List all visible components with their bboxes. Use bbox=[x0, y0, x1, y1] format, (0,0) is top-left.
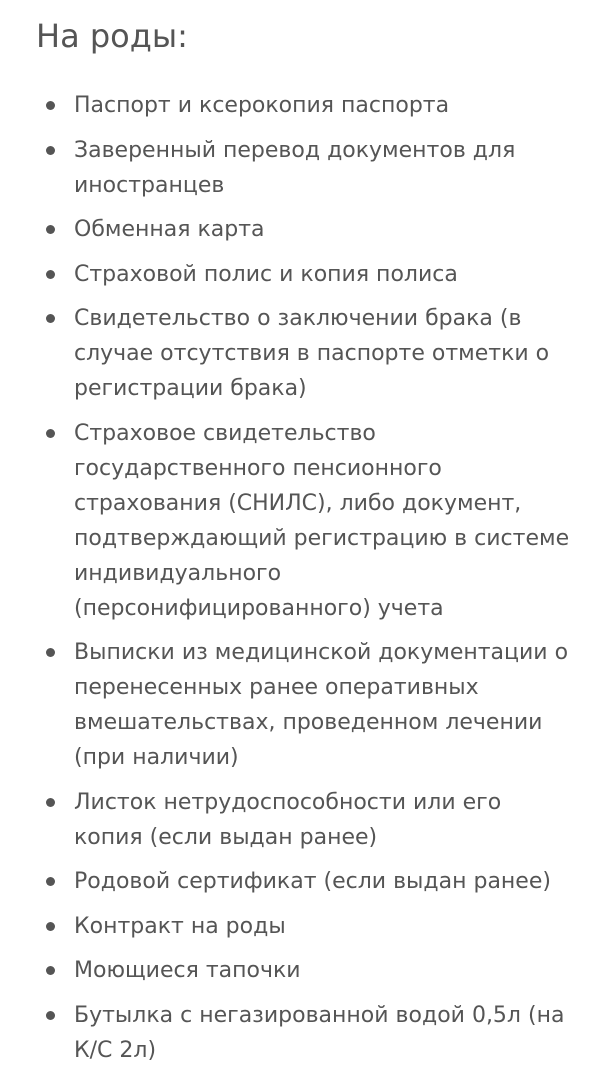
document-list bbox=[0, 88, 600, 1067]
list-item-text: Обменная карта bbox=[74, 217, 265, 242]
page-title: На роды: bbox=[36, 17, 188, 55]
list-item-text: Выписки из медицинской документации о перенесенных ранее оперативных вмешательствах, проведенном лечении (при наличии) bbox=[74, 640, 569, 770]
list-item-text: Родовой сертификат (если выдан ранее) bbox=[74, 869, 551, 894]
list-item-text: Контракт на роды bbox=[74, 913, 286, 939]
list-item bbox=[0, 998, 600, 1067]
bullet-icon bbox=[46, 101, 55, 110]
list-item-text: Моющиеся тапочки bbox=[74, 958, 301, 983]
list-item-text: Свидетельство о заключении брака (в случае отсутствия в паспорте отметки о регистрации брака) bbox=[74, 306, 550, 401]
list-item bbox=[0, 301, 600, 406]
bullet-icon bbox=[46, 146, 55, 155]
list-item bbox=[0, 909, 600, 944]
list-item bbox=[0, 212, 600, 247]
list-item bbox=[0, 257, 600, 292]
list-item bbox=[0, 88, 600, 123]
list-item-text: Листок нетрудоспособности или его копия (если выдан ранее) bbox=[74, 789, 502, 850]
list-item-text: Страховое свидетельство государственного пенсионного страхования (СНИЛС), либо документ, подтверждающий регистрацию в системе индивидуального (персонифицированного) учета bbox=[74, 420, 570, 621]
bullet-icon bbox=[46, 1011, 55, 1020]
bullet-icon bbox=[46, 314, 55, 323]
bullet-icon bbox=[46, 225, 55, 234]
bullet-icon bbox=[46, 966, 55, 975]
bullet-icon bbox=[46, 922, 55, 931]
bullet-icon bbox=[46, 648, 55, 657]
bullet-icon bbox=[46, 877, 55, 886]
list-item bbox=[0, 785, 600, 855]
list-item-text: Бутылка с негазированной водой 0,5л (на К/С 2л) bbox=[74, 1002, 565, 1063]
list-item bbox=[0, 133, 600, 203]
list-item bbox=[0, 953, 600, 988]
list-item-text: Паспорт и ксерокопия паспорта bbox=[74, 93, 450, 118]
list-item-text: Страховой полис и копия полиса bbox=[74, 261, 458, 287]
bullet-icon bbox=[46, 798, 55, 807]
list-item bbox=[0, 416, 600, 626]
bullet-icon bbox=[46, 270, 55, 279]
list-item-text: Заверенный перевод документов для иностранцев bbox=[74, 137, 516, 198]
bullet-icon bbox=[46, 429, 55, 438]
list-item bbox=[0, 635, 600, 775]
list-item bbox=[0, 864, 600, 899]
